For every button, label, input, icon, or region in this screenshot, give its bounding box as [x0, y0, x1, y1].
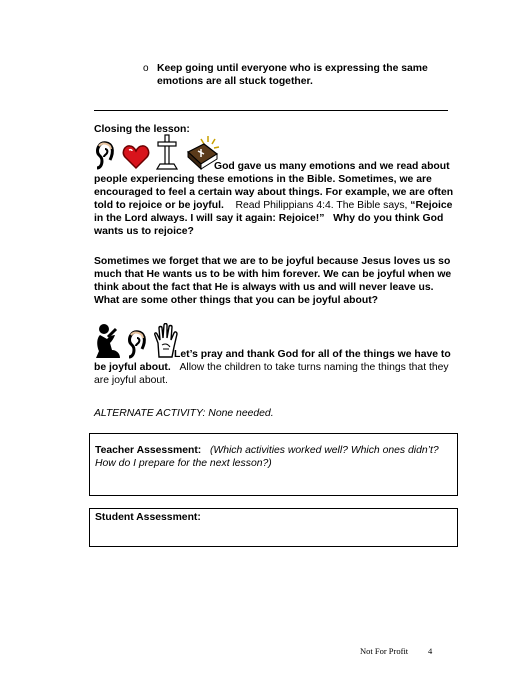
bullet-text: Keep going until everyone who is expressing the same emotions are all stuck together. — [157, 63, 428, 87]
para3-instruction: Allow the children to take turns naming the things that they are joyful about. — [94, 362, 449, 386]
student-assessment-label: Student Assessment: — [95, 512, 201, 523]
teacher-assessment-prompt: (Which activities worked well? Which ones didn’t? How do I prepare for the next lesson?) — [95, 445, 439, 469]
teacher-assessment-box[interactable] — [89, 433, 458, 496]
closing-heading: Closing the lesson: — [94, 124, 190, 135]
student-assessment-box[interactable] — [89, 508, 458, 547]
page-number: 4 — [428, 646, 433, 656]
para1-lead: God gave us many emotions and we read about people experiencing these emotions in the Bible. Sometimes, we are encouraged to feel a certain way about things. For example, we are often told to rejoice or be joyful. — [94, 161, 454, 211]
para3-prayer: Let’s pray and thank God for all of the things we have to be joyful about. — [94, 349, 451, 373]
alternate-activity: ALTERNATE ACTIVITY: None needed. — [94, 408, 274, 419]
footer — [360, 646, 433, 656]
para1-reading: Read Philippians 4:4. The Bible says, — [235, 200, 408, 211]
footer-text: Not For Profit — [360, 646, 409, 656]
bullet-marker: o — [143, 63, 149, 74]
para1-question: Why do you think God wants us to rejoice? — [94, 213, 444, 237]
para1-quote: “Rejoice in the Lord always. I will say it again: Rejoice!” — [94, 200, 453, 224]
closing-paragraph-2: Sometimes we forget that we are to be joyful because Jesus loves us so much that He wants us to be with him forever. We can be joyful when we think about the fact that He is always with us and will never leave us. What are some other things that you can be joyful about? — [94, 256, 452, 306]
closing-paragraph-1 — [94, 160, 454, 238]
teacher-assessment-label: Teacher Assessment: — [95, 445, 202, 456]
divider — [94, 110, 448, 111]
closing-paragraph-3 — [94, 348, 456, 387]
